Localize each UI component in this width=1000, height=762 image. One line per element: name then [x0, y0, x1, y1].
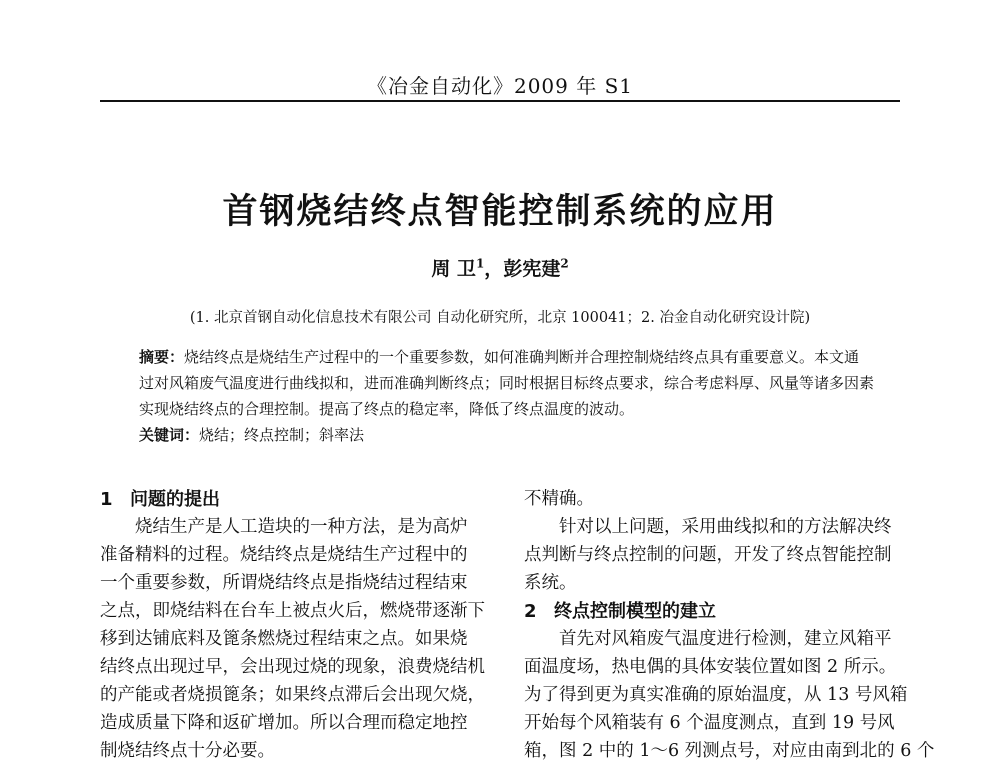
keywords-label: 关键词： [139, 426, 200, 444]
abstract-text: 烧结终点是烧结生产过程中的一个重要参数，如何准确判断并合理控制烧结终点具有重要意义。本文通 [184, 348, 860, 366]
abstract-label: 摘要： [139, 348, 185, 366]
body-line: 面温度场，热电偶的具体安装位置如图 2 所示。 [524, 657, 897, 677]
author-affil-mark: 1 [475, 256, 485, 271]
body-line: 造成质量下降和返矿增加。所以合理而稳定地控 [100, 713, 468, 733]
body-line: 的产能或者烧损篦条；如果终点滞后会出现欠烧， [100, 685, 485, 705]
affiliations: (1. 北京首钢自动化信息技术有限公司 自动化研究所，北京 100041；2. 冶金自动化研究设计院) [189, 310, 811, 326]
body-line: 准备精料的过程。烧结终点是烧结生产过程中的 [100, 545, 468, 565]
body-line: 移到达铺底料及篦条燃烧过程结束之点。如果烧 [100, 629, 468, 649]
section-heading [524, 597, 716, 623]
section-heading [100, 485, 220, 511]
right-column [524, 0, 935, 761]
author-name: 周 卫 [431, 258, 476, 280]
body-line: 箱，图 2 中的 1～6 列测点号，对应由南到北的 6 个 [524, 741, 935, 761]
abstract-line: 实现烧结终点的合理控制。提高了终点的稳定率，降低了终点温度的波动。 [139, 400, 635, 418]
body-line: 针对以上问题，采用曲线拟和的方法解决终 [524, 517, 892, 537]
body-line: 系统。 [524, 573, 577, 593]
author-name: 彭宪建 [503, 258, 561, 280]
abstract-line: 过对风箱废气温度进行曲线拟和，进而准确判断终点；同时根据目标终点要求，综合考虑料厚、风量等诸多因素 [139, 374, 875, 392]
body-line: 点判断与终点控制的问题，开发了终点智能控制 [524, 545, 892, 565]
section-number: 2 [524, 601, 537, 622]
keywords-text: 烧结；终点控制；斜率法 [199, 426, 365, 444]
body-line: 烧结生产是人工造块的一种方法，是为高炉 [100, 517, 468, 537]
section-title: 问题的提出 [130, 489, 220, 510]
body-line: 开始每个风箱装有 6 个温度测点，直到 19 号风 [524, 713, 895, 733]
body-line: 一个重要参数，所谓烧结终点是指烧结过程结束 [100, 573, 468, 593]
author-separator: ， [484, 258, 504, 280]
body-line: 不精确。 [524, 489, 594, 509]
body-line: 制烧结终点十分必要。 [100, 741, 275, 761]
left-column [100, 0, 500, 760]
body-line: 结终点出现过早，会出现过烧的现象，浪费烧结机 [100, 657, 485, 677]
body-line: 首先对风箱废气温度进行检测，建立风箱平 [524, 629, 892, 649]
body-line: 为了得到更为真实准确的原始温度，从 13 号风箱 [524, 685, 908, 705]
section-title: 终点控制模型的建立 [554, 601, 716, 622]
running-header: 《冶金自动化》2009 年 S1 [366, 74, 634, 98]
section-number: 1 [100, 489, 113, 510]
author-affil-mark: 2 [560, 256, 569, 271]
body-line: 之点，即烧结料在台车上被点火后，燃烧带逐渐下 [100, 601, 485, 621]
paper-title: 首钢烧结终点智能控制系统的应用 [222, 192, 778, 232]
